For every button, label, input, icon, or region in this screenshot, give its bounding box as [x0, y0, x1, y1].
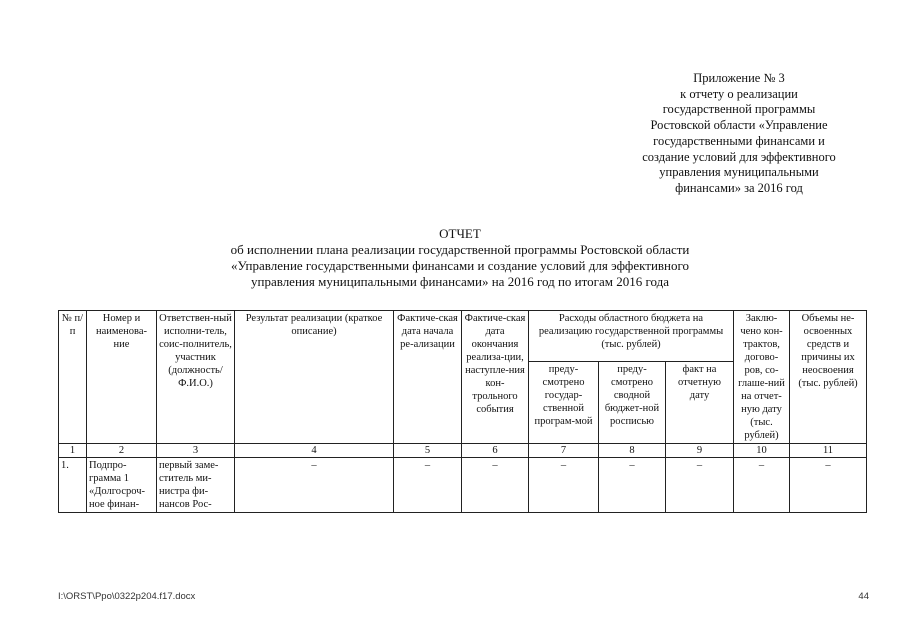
header-unused: Объемы не-освоенных средств и причины их неосвоения (тыс. рублей) — [790, 311, 867, 444]
row-end-date: – — [462, 458, 529, 513]
report-heading: ОТЧЕТ — [439, 226, 481, 241]
column-number: 4 — [235, 444, 394, 458]
row-number: 1. — [59, 458, 87, 513]
report-title-line: об исполнении плана реализации государственной программы Ростовской области — [230, 242, 690, 257]
column-number: 8 — [599, 444, 666, 458]
column-number: 9 — [666, 444, 734, 458]
header-planned-budget: преду-смотрено сводной бюджет-ной росписью — [599, 361, 666, 443]
footer-file-path: I:\ORST\Ppo\0322p204.f17.docx — [58, 591, 196, 602]
header-responsible: Ответствен-ный исполни-тель, соис-полнитель, участник (должность/Ф.И.О.) — [157, 311, 235, 444]
table-row — [59, 458, 867, 513]
report-title-line: управления муниципальными финансами» на 2016 год по итогам 2016 года — [251, 274, 669, 289]
row-name: Подпро-грамма 1 «Долгосроч-ное финан- — [87, 458, 157, 513]
report-title — [150, 226, 770, 290]
header-start-date: Фактиче-ская дата начала ре-ализации — [394, 311, 462, 444]
appendix-line: государственными финансами и — [653, 133, 825, 148]
appendix-line: создание условий для эффективного — [642, 149, 836, 164]
row-start-date: – — [394, 458, 462, 513]
report-title-line: «Управление государственными финансами и создание условий для эффективного — [230, 258, 690, 273]
column-number: 7 — [529, 444, 599, 458]
column-number: 10 — [734, 444, 790, 458]
row-planned-budget: – — [599, 458, 666, 513]
report-table — [58, 310, 867, 513]
header-number: № п/п — [59, 311, 87, 444]
header-planned-program: преду-смотрено государ-ственной програм-мой — [529, 361, 599, 443]
appendix-line: государственной программы — [662, 102, 816, 117]
header-contracts: Заклю-чено кон-трактов, догово-ров, со-глаше-ний на отчет-ную дату (тыс. рублей) — [734, 311, 790, 444]
header-name: Номер и наименова-ние — [87, 311, 157, 444]
appendix-line: Приложение № 3 — [693, 71, 785, 85]
row-unused: – — [790, 458, 867, 513]
header-fact: факт на отчетную дату — [666, 361, 734, 443]
header-result: Результат реализации (краткое описание) — [235, 311, 394, 444]
appendix-line: к отчету о реализации — [680, 86, 798, 101]
row-responsible: первый заме-ститель ми-нистра фи-нансов Рос- — [157, 458, 235, 513]
column-number: 1 — [59, 444, 87, 458]
appendix-line: управления муниципальными — [659, 165, 819, 180]
appendix-line: Ростовской области «Управление — [650, 118, 828, 133]
row-planned-program: – — [529, 458, 599, 513]
appendix-header — [596, 71, 882, 197]
appendix-line: финансами» за 2016 год — [675, 180, 803, 195]
column-number: 5 — [394, 444, 462, 458]
table-header-row — [59, 311, 867, 362]
row-result: – — [235, 458, 394, 513]
column-number: 2 — [87, 444, 157, 458]
footer-page-number: 44 — [858, 591, 869, 602]
header-expenses-group: Расходы областного бюджета на реализацию государственной программы (тыс. рублей) — [529, 311, 734, 362]
row-contracts: – — [734, 458, 790, 513]
column-number: 3 — [157, 444, 235, 458]
column-number: 6 — [462, 444, 529, 458]
row-fact: – — [666, 458, 734, 513]
header-end-date: Фактиче-ская дата окончания реализа-ции, наступле-ния кон-трольного события — [462, 311, 529, 444]
column-numbers-row — [59, 444, 867, 458]
column-number: 11 — [790, 444, 867, 458]
